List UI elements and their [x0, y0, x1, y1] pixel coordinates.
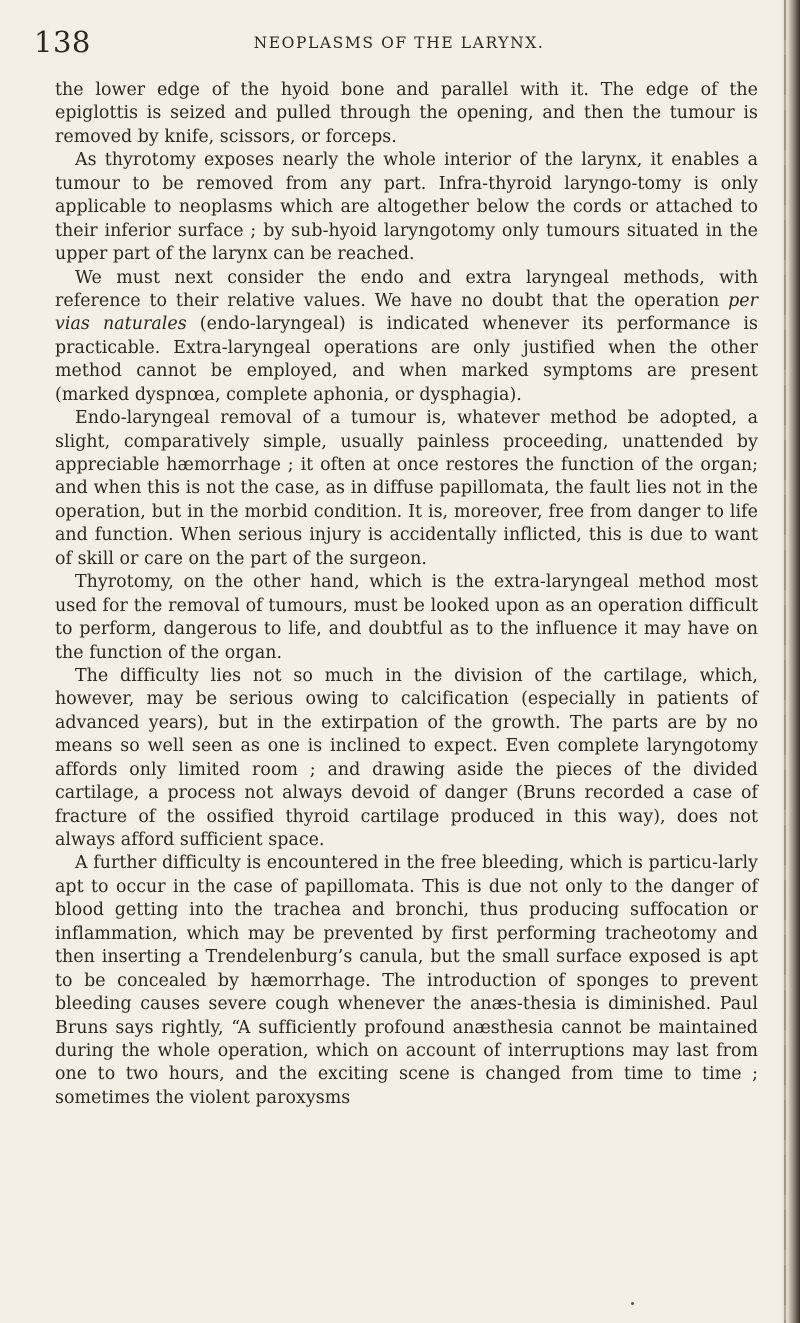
page-edge-line: [784, 0, 786, 1323]
running-head: NEOPLASMS OF THE LARYNX.: [253, 34, 545, 52]
paragraph-1: the lower edge of the hyoid bone and parallel with it. The edge of the epiglottis is seized and pulled through the opening, and then the tumour is removed by knife, scissors, or forceps.: [55, 80, 758, 147]
paragraph-3-text-before: We must next consider the endo and extra laryngeal methods, with reference to their relative values. We have no doubt that the operation: [55, 267, 758, 311]
paragraph-3-text-after: (endo-laryngeal) is indicated whenever its performance is practicable. Extra-laryngeal operations are only justified when the other method cannot be employed, and when marked symptoms are present (marked dyspnœa, complete aphonia, or dysphagia).: [55, 314, 759, 405]
paragraph-6: The difficulty lies not so much in the division of the cartilage, which, however, may be serious owing to calcification (especially in patients of advanced years), but in the extirpation of the growth. The parts are by no means so well seen as one is inclined to expect. Even complete laryngotomy affords only limited room ; and drawing aside the pieces of the divided cartilage, a process not always devoid of danger (Bruns recorded a case of fracture of the ossified thyroid cartilage produced in this way), does not always afford sufficient space.: [55, 665, 758, 850]
page-edge-shadow: [780, 0, 800, 1323]
paragraph-3-emphasis: per vias naturales: [55, 290, 758, 335]
paper-speck: [631, 1302, 634, 1305]
paragraph-4: Endo-laryngeal removal of a tumour is, whatever method be adopted, a slight, comparatively simple, usually painless proceeding, unattended by appreciable hæmorrhage ; it often at once restores the function of the organ; and when this is not the case, as in diffuse papillomata, the fault lies not in the operation, but in the morbid condition. It is, moreover, free from danger to life and function. When serious injury is accidentally inflicted, this is due to want of skill or care on the part of the surgeon.: [55, 408, 758, 569]
paragraph-7: A further difficulty is encountered in the free bleeding, which is particu-larly apt to occur in the case of papillomata. This is due not only to the danger of blood getting into the trachea and bronchi, thus producing suffocation or inflammation, which may be prevented by first performing tracheotomy and then inserting a Trendelenburg’s canula, but the small surface exposed is apt to be concealed by hæmorrhage. The introduction of sponges to prevent bleeding causes severe cough whenever the anæs-thesia is diminished. Paul Bruns says rightly, “A sufficiently profound anæsthesia cannot be maintained during the whole operation, which on account of interruptions may last from one to two hours, and the exciting scene is changed from time to time ; sometimes the violent paroxysms: [55, 853, 758, 1108]
page-header: [34, 22, 744, 62]
body-text: [55, 79, 758, 1110]
paragraph-5: Thyrotomy, on the other hand, which is the extra-laryngeal method most used for the removal of tumours, must be looked upon as an operation difficult to perform, dangerous to life, and doubtful as to the influence it may have on the function of the organ.: [55, 572, 758, 663]
paragraph-3: [55, 267, 758, 408]
page-number: 138: [34, 25, 91, 59]
paragraph-2: As thyrotomy exposes nearly the whole interior of the larynx, it enables a tumour to be removed from any part. Infra-thyroid laryngo-tomy is only applicable to neoplasms which are altogether below the cords or attached to their inferior surface ; by sub-hyoid laryngotomy only tumours situated in the upper part of the larynx can be reached.: [55, 150, 758, 265]
